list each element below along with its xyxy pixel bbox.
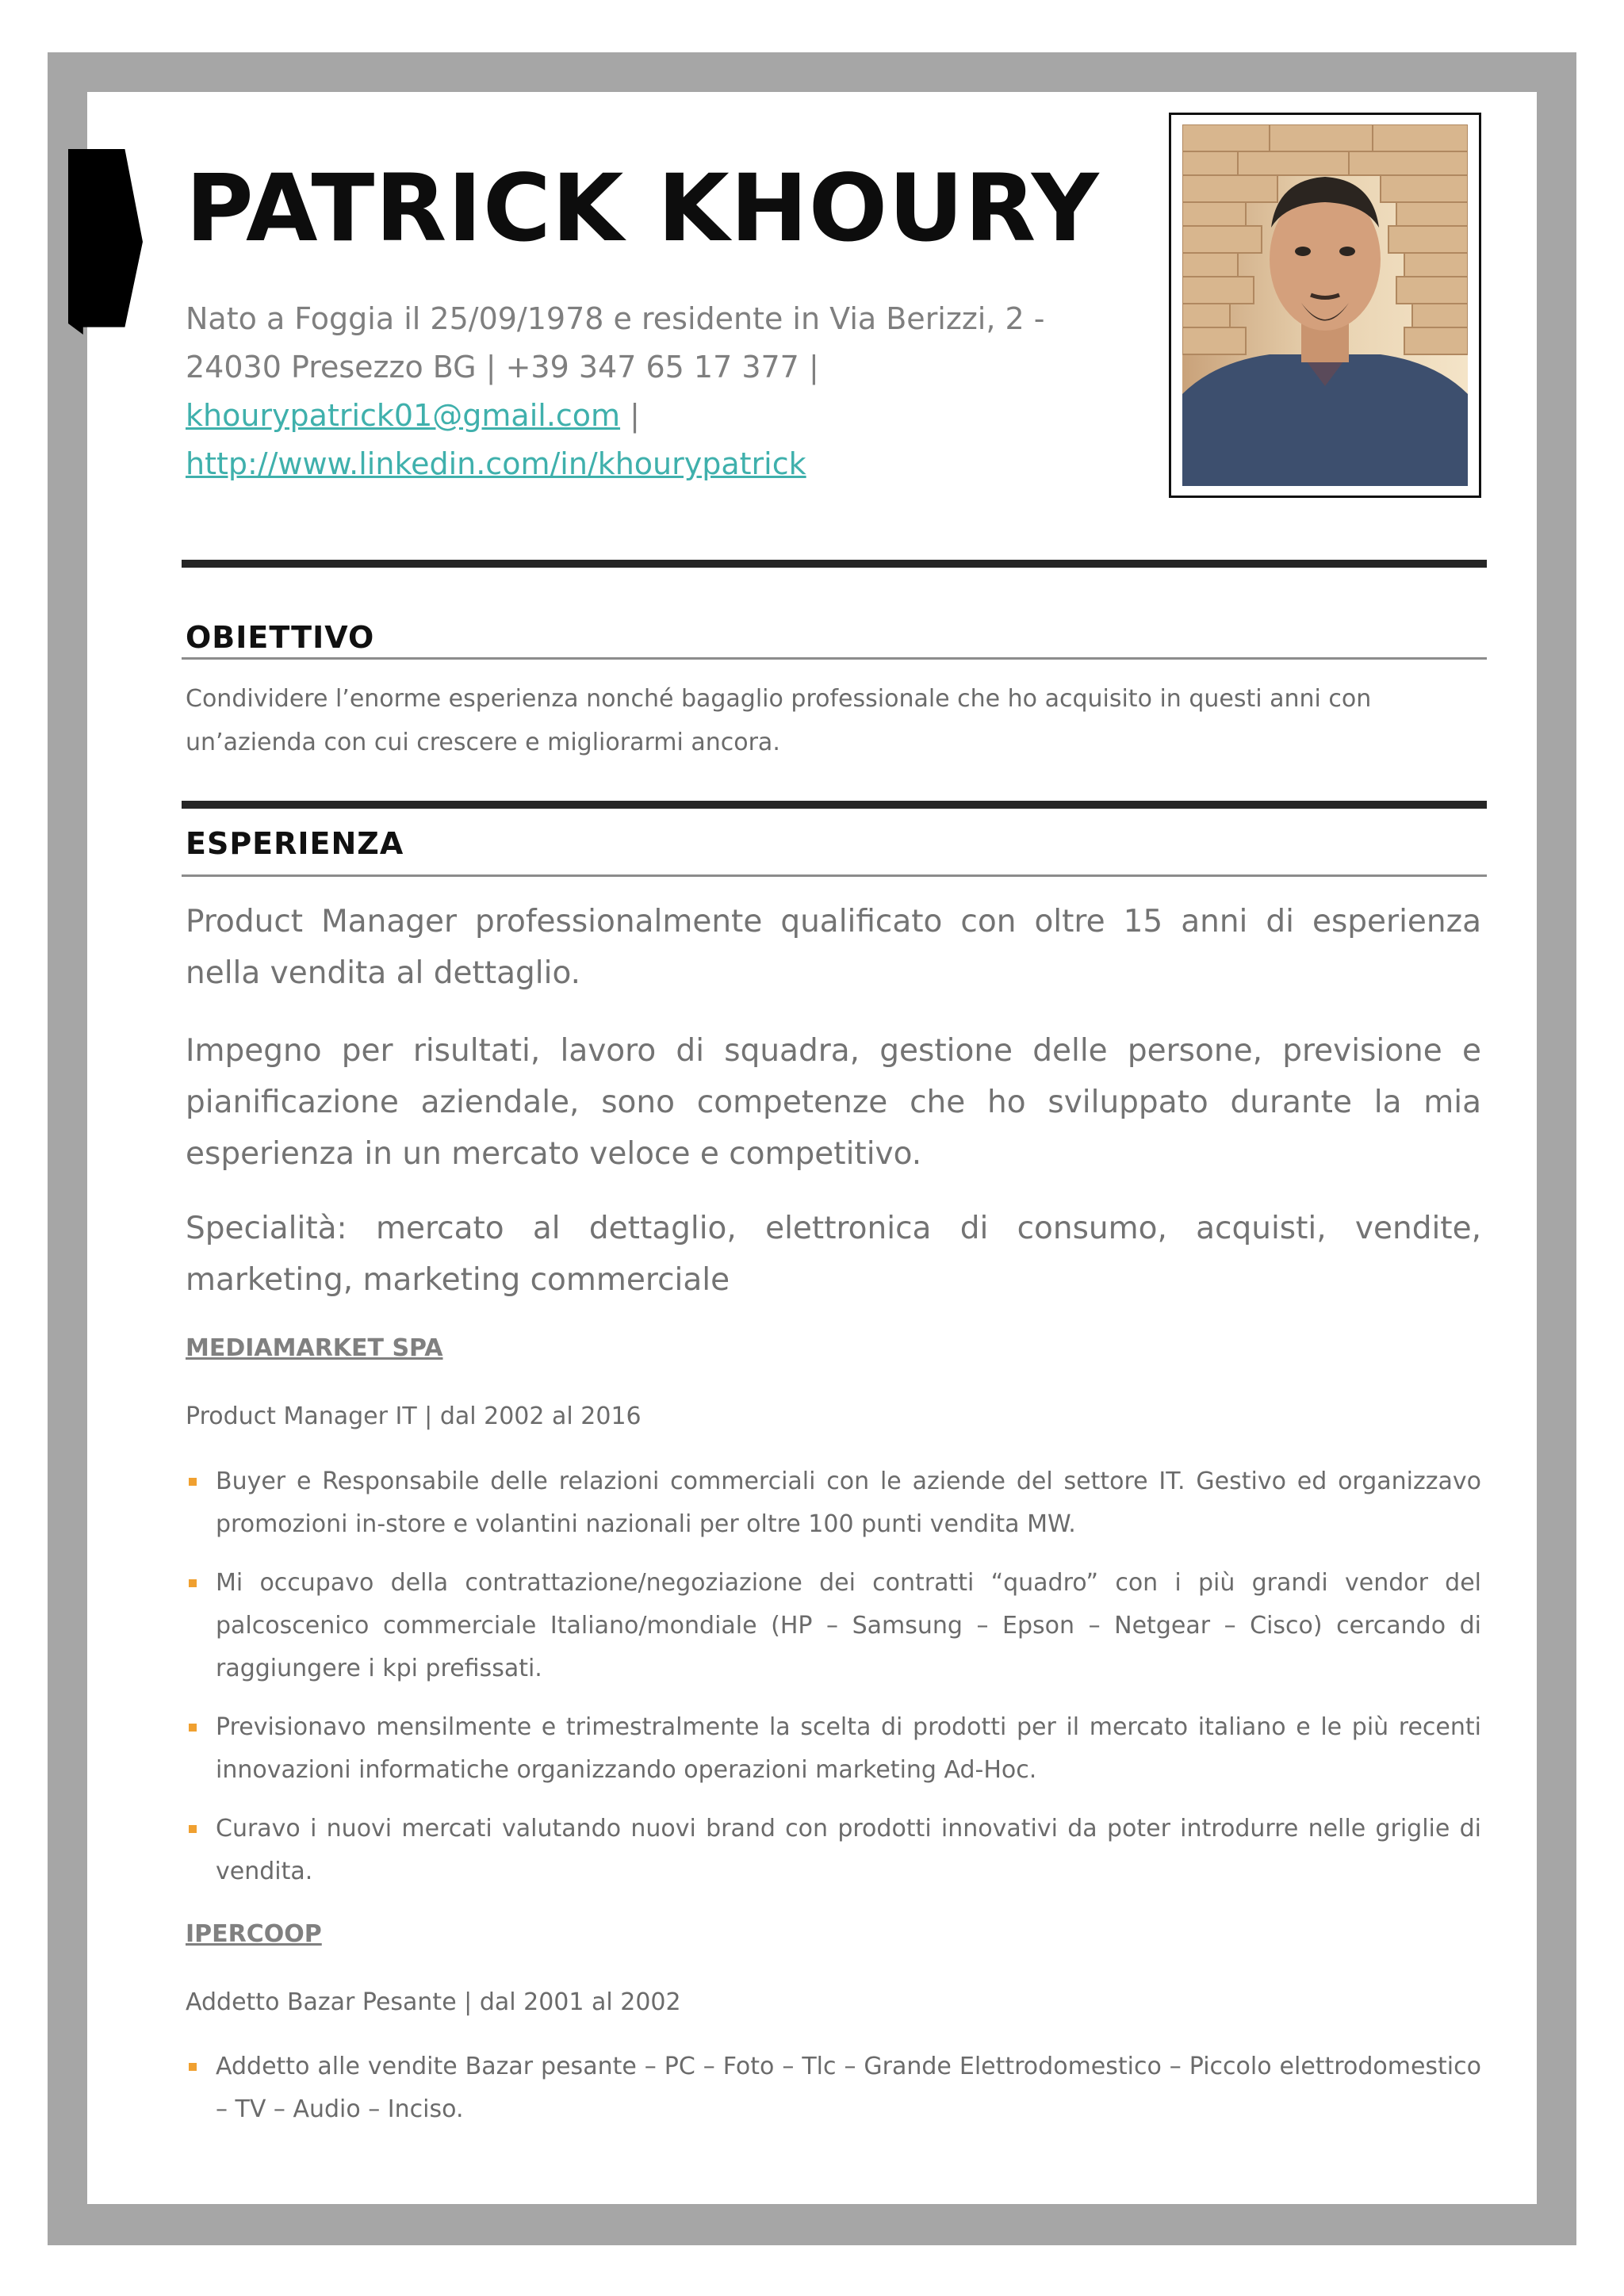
job-bullet-list [186,1460,1481,1909]
job-bullet-text: Addetto alle vendite Bazar pesante – PC – Foto – Tlc – Grande Elettrodomestico – Piccolo elettrodomestico – TV – Audio – Inciso. [216,2053,1481,2123]
experience-underline [182,874,1487,877]
job-bullet [186,1460,1481,1546]
objective-text: Condividere l’enorme esperienza nonché bagaglio professionale che ho acquisito in questi anni con un’azienda con cui crescere e migliorarmi ancora. [186,685,1372,756]
header-divider [182,560,1487,568]
profile-photo-frame [1169,113,1481,498]
linkedin-link[interactable]: http://www.linkedin.com/in/khourypatrick [186,446,806,481]
job-bullet-list [186,2045,1481,2147]
job-bullet [186,1562,1481,1690]
experience-specialties: Specialità: mercato al dettaglio, elettronica di consumo, acquisti, vendite, marketing, marketing commerciale [186,1211,1481,1298]
job-bullet-text: Mi occupavo della contrattazione/negoziazione dei contratti “quadro” con i più grandi vendor del palcoscenico commerciale Italiano/mondiale (HP – Samsung – Epson – Netgear – Cisco) cercando di raggiungere i kpi prefissati. [216,1569,1481,1682]
job-role: Product Manager IT | dal 2002 al 2016 [186,1402,642,1430]
square-bullet-icon [189,1724,197,1732]
company-name: MEDIAMARKET SPA [186,1334,443,1362]
person-name: PATRICK KHOURY [186,154,1100,262]
profile-photo [1182,124,1468,486]
job-bullet-text: Previsionavo mensilmente e trimestralmente la scelta di prodotti per il mercato italiano e le più recenti innovazioni informatiche organizzando operazioni marketing Ad-Hoc. [216,1713,1481,1784]
square-bullet-icon [189,1579,197,1587]
objective-underline [182,657,1487,660]
email-separator: | [620,398,640,433]
email-link[interactable]: khourypatrick01@gmail.com [186,398,621,433]
experience-divider [182,801,1487,809]
square-bullet-icon [189,1478,197,1486]
job-bullet-text: Buyer e Responsabile delle relazioni commerciali con le aziende del settore IT. Gestivo ed organizzavo promozioni in-store e volantini nazionali per oltre 100 punti vendita MW. [216,1468,1481,1538]
square-bullet-icon [189,2063,197,2071]
square-bullet-icon [189,1825,197,1833]
job-bullet [186,1808,1481,1893]
contact-phone-line: 24030 Presezzo BG | +39 347 65 17 377 | [186,350,819,385]
company-name: IPERCOOP [186,1920,322,1948]
experience-skills: Impegno per risultati, lavoro di squadra, gestione delle persone, previsione e pianificazione aziendale, sono competenze che ho sviluppato durante la mia esperienza in un mercato veloce e competitivo. [186,1033,1481,1172]
job-bullet-text: Curavo i nuovi mercati valutando nuovi brand con prodotti innovativi da poter introdurre nelle griglie di vendita. [216,1815,1481,1885]
objective-title: OBIETTIVO [186,620,375,655]
experience-title: ESPERIENZA [186,826,404,861]
job-role: Addetto Bazar Pesante | dal 2001 al 2002 [186,1988,681,2016]
job-bullet [186,1706,1481,1792]
job-bullet [186,2045,1481,2131]
experience-summary: Product Manager professionalmente qualificato con oltre 15 anni di esperienza nella vendita al dettaglio. [186,904,1481,991]
contact-info [186,295,1066,488]
contact-address-line: Nato a Foggia il 25/09/1978 e residente in Via Berizzi, 2 - [186,301,1045,336]
